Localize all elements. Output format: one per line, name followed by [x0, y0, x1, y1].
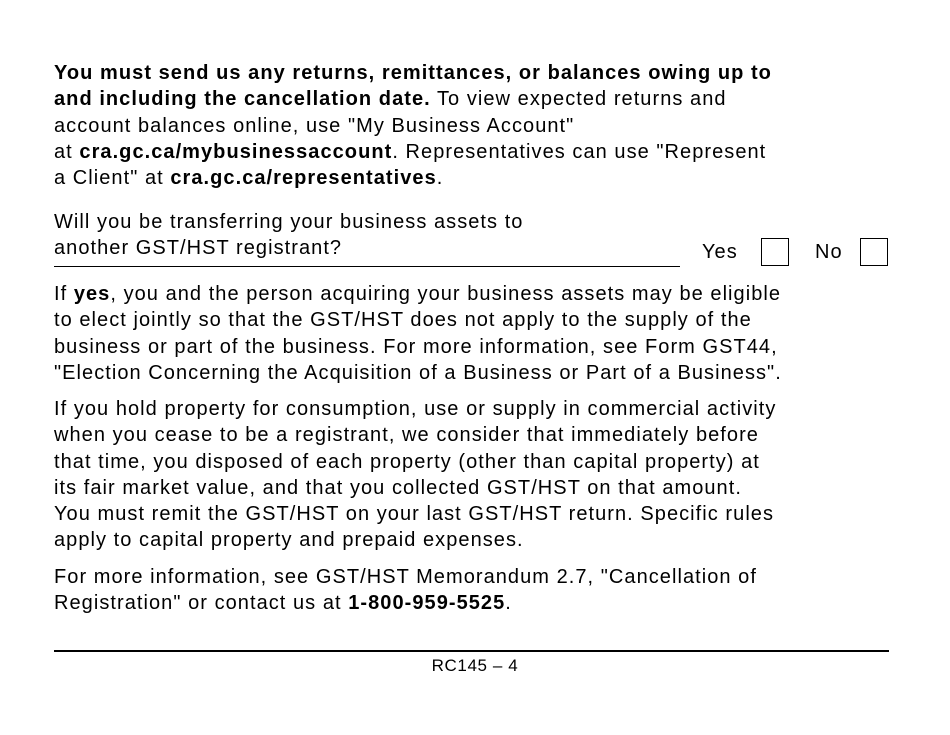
intro-bold-line1: You must send us any returns, remittances, or balances owing up to [54, 62, 772, 84]
more-info-line2-pre: Registration" or contact us at [54, 592, 349, 615]
phone-number: 1-800-959-5525 [348, 592, 506, 615]
more-info-paragraph [54, 564, 904, 617]
if-yes-bold: yes [73, 283, 111, 305]
question-line2: another GST/HST registrant? [54, 237, 343, 260]
intro-line5-post: . [436, 167, 444, 190]
property-line3: that time, you disposed of each property (other than capital property) at [54, 450, 760, 473]
property-line1: If you hold property for consumption, use or supply in commercial activity [54, 398, 777, 420]
property-paragraph [54, 396, 904, 554]
footer-rule [54, 650, 889, 652]
yes-checkbox[interactable] [761, 238, 789, 266]
question-underline [54, 266, 680, 267]
intro-bold-line2: and including the cancellation date. [54, 88, 431, 111]
property-line6: apply to capital property and prepaid expenses. [54, 529, 524, 552]
property-line5: You must remit the GST/HST on your last GST/HST return. Specific rules [54, 503, 775, 526]
intro-line2-rest: To view expected returns and [430, 88, 727, 111]
if-yes-line4: "Election Concerning the Acquisition of a Business or Part of a Business". [54, 361, 782, 384]
if-yes-pre: If [54, 283, 74, 305]
property-line4: its fair market value, and that you collected GST/HST on that amount. [54, 476, 742, 499]
intro-line4-post: . Representatives can use "Represent [392, 140, 767, 163]
more-info-line2-post: . [505, 592, 512, 615]
if-yes-line2: to elect jointly so that the GST/HST does not apply to the supply of the [54, 309, 752, 332]
yes-label: Yes [702, 241, 738, 263]
property-line2: when you cease to be a registrant, we consider that immediately before [54, 424, 759, 447]
mybusinessaccount-link[interactable]: cra.gc.ca/mybusinessaccount [79, 140, 393, 163]
if-yes-line3: business or part of the business. For more information, see Form GST44, [54, 335, 778, 358]
intro-line4-pre: at [54, 140, 80, 163]
more-info-line1: For more information, see GST/HST Memorandum 2.7, "Cancellation of [54, 566, 757, 588]
page-footer: RC145 – 4 [431, 656, 519, 675]
if-yes-paragraph [54, 281, 904, 386]
no-checkbox[interactable] [860, 238, 888, 266]
representatives-link[interactable]: cra.gc.ca/representatives [170, 167, 437, 190]
if-yes-post: , you and the person acquiring your business assets may be eligible [110, 283, 782, 305]
intro-line3: account balances online, use "My Business Account" [54, 114, 575, 137]
question-line1: Will you be transferring your business assets to [54, 211, 524, 233]
transfer-assets-question [54, 209, 680, 262]
intro-line5-pre: a Client" at [54, 167, 171, 190]
intro-paragraph [54, 60, 904, 191]
no-label: No [815, 241, 843, 263]
